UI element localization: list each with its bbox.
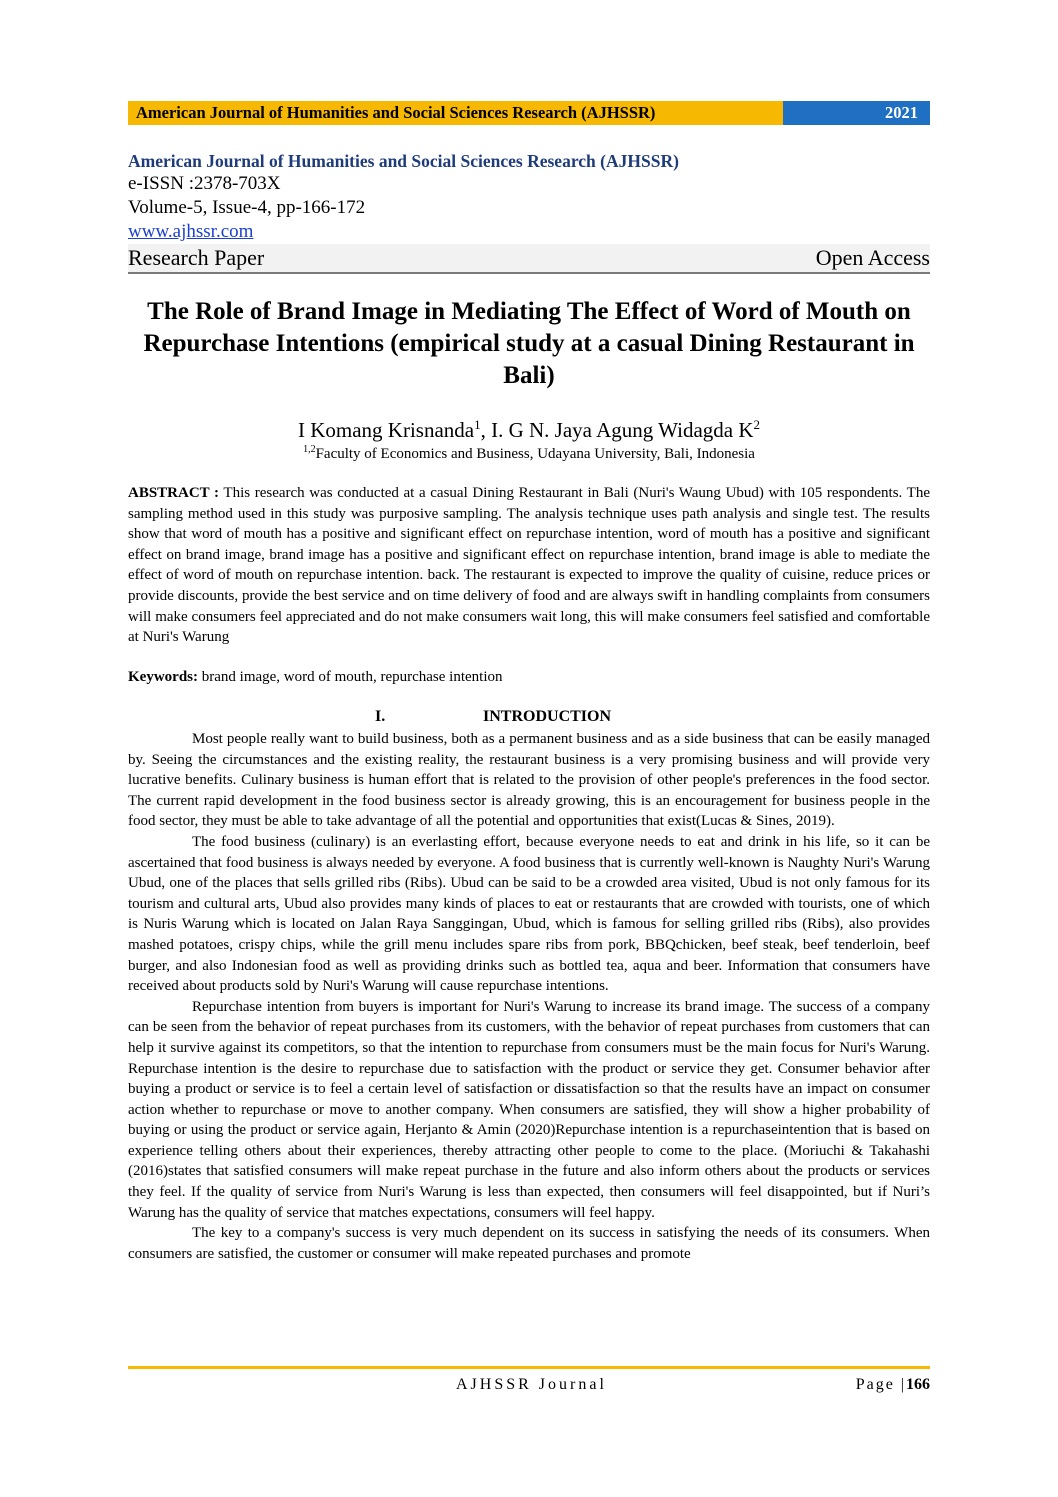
author-1: I Komang Krisnanda: [297, 418, 475, 442]
paper-type-row: [128, 244, 930, 274]
page-footer: [128, 1374, 930, 1396]
page-number: 166: [906, 1376, 930, 1393]
introduction-body: [128, 729, 930, 1264]
paragraph: Repurchase intention from buyers is important for Nuri's Warung to increase its brand image. The success of a company can be seen from the behavior of repeat purchases from its customers, with the behavior of repeat purchases from customers that can help it survive against its competitors, so that the intention to repurchase from consumers must be the main focus for Nuri's Warung. Repurchase intention is the desire to repurchase due to satisfaction with the product or service they get. Consumer behavior after buying a product or service is to feel a certain level of satisfaction or dissatisfaction so that the results have an impact on consumer action whether to repurchase or move to another company. When consumers are satisfied, they will show a higher probability of buying or using the product or service again, Herjanto & Amin (2020)Repurchase intention is a repurchaseintention that is based on experience telling others about their experiences, thereby attracting other people to come to the place. (Moriuchi & Takahashi (2016)states that satisfied consumers will make repeat purchase in the future and also inform others about the products or services they feel. If the quality of service from Nuri's Warung is less than expected, then consumers will feel disappointed, but if Nuri’s Warung has the quality of service that matches expectations, consumers will feel happy.: [128, 998, 930, 1221]
volume-issue: Volume-5, Issue-4, pp-166-172: [128, 197, 366, 218]
footer-page-number: [856, 1374, 930, 1396]
author-1-affiliation-mark: 1: [474, 417, 481, 432]
abstract-label: ABSTRACT :: [128, 485, 220, 501]
authors: [128, 412, 930, 443]
paragraph: The food business (culinary) is an everlasting effort, because everyone needs to eat and drink in his life, so it can be ascertained that food business is always needed by everyone. A food business that is currently well-known is Naughty Nuri's Warung Ubud, one of the places that sells grilled ribs (Ribs). Ubud can be said to be a crowded area visited, Ubud is not only famous for its tourism and cultural arts, Ubud also provides many kinds of places to eat or restaurants that are crowded with tourists, one of which is Nuris Warung which is located on Jalan Raya Sanggingan, Ubud, which is famous for selling grilled ribs (Ribs), also provides mashed potatoes, crispy chips, while the grill menu includes spare ribs from pork, BBQchicken, beef steak, beef tenderloin, beef burger, and also Indonesian food as well as providing drinks such as bottled tea, aqua and beer. Information that consumers have received about products sold by Nuri's Warung will cause repurchase intentions.: [128, 833, 930, 995]
affiliation: [128, 440, 930, 464]
journal-website-link[interactable]: www.ajhssr.com: [128, 221, 254, 242]
access-type: Open Access: [815, 245, 930, 270]
paper-type: Research Paper: [128, 245, 265, 270]
paper-title: The Role of Brand Image in Mediating The Effect of Word of Mouth on Repurchase Intentions (empirical study at a casual Dining Restaurant in Bali): [143, 298, 915, 389]
abstract-text: This research was conducted at a casual Dining Restaurant in Bali (Nuri's Waung Ubud) with 105 respondents. The sampling method used in this study was purposive sampling. The analysis technique uses path analysis and single test. The results show that word of mouth has a positive and significant effect on repurchase intention, word of mouth has a positive and significant effect on brand image, brand image has a positive and significant effect on repurchase intention, brand image is able to mediate the effect of word of mouth on repurchase intention. back. The restaurant is expected to improve the quality of cuisine, reduce prices or provide discounts, provide the best service and on time delivery of food and are always swift in handling complaints from consumers will make consumers feel appreciated and do not make consumers wait long, this will make consumers feel satisfied and comfortable at Nuri's Warung: [128, 485, 930, 646]
footer-divider: [128, 1366, 930, 1369]
footer-page-label: Page |: [855, 1376, 906, 1393]
keywords: [128, 667, 930, 687]
journal-meta: [128, 150, 930, 274]
journal-name: American Journal of Humanities and Social Sciences Research (AJHSSR): [128, 151, 679, 171]
affiliation-text: Faculty of Economics and Business, Udayana University, Bali, Indonesia: [315, 446, 755, 462]
keywords-text: brand image, word of mouth, repurchase intention: [198, 669, 503, 685]
author-2: I. G N. Jaya Agung Widagda K: [491, 418, 754, 442]
keywords-label: Keywords:: [128, 669, 198, 685]
issn: e-ISSN :2378-703X: [128, 173, 281, 194]
author-separator: ,: [480, 418, 492, 442]
affiliation-mark: 1,2: [303, 444, 316, 455]
abstract: [128, 483, 930, 648]
running-header: [128, 101, 930, 125]
paragraph: Most people really want to build business, both as a permanent business and as a side business that can be easily managed by. Seeing the circumstances and the existing reality, the restaurant business is a very promising business and will provide very lucrative benefits. Culinary business is human effort that is related to the provision of other people's preferences in the food sector. The current rapid development in the food business sector is already growing, this is an encouragement for business people in the food sector, they must be able to take advantage of all the potential and opportunities that exist(Lucas & Sines, 2019).: [128, 731, 930, 830]
running-header-journal: American Journal of Humanities and Social Sciences Research (AJHSSR): [128, 101, 783, 125]
section-title: INTRODUCTION: [483, 708, 612, 725]
paragraph: The key to a company's success is very much dependent on its success in satisfying the needs of its consumers. When consumers are satisfied, the customer or consumer will make repeated purchases and promote: [128, 1225, 930, 1262]
author-2-affiliation-mark: 2: [753, 417, 760, 432]
footer-journal: AJHSSR Journal: [456, 1376, 607, 1393]
running-header-year: 2021: [783, 101, 930, 125]
section-number: I.: [375, 708, 386, 725]
